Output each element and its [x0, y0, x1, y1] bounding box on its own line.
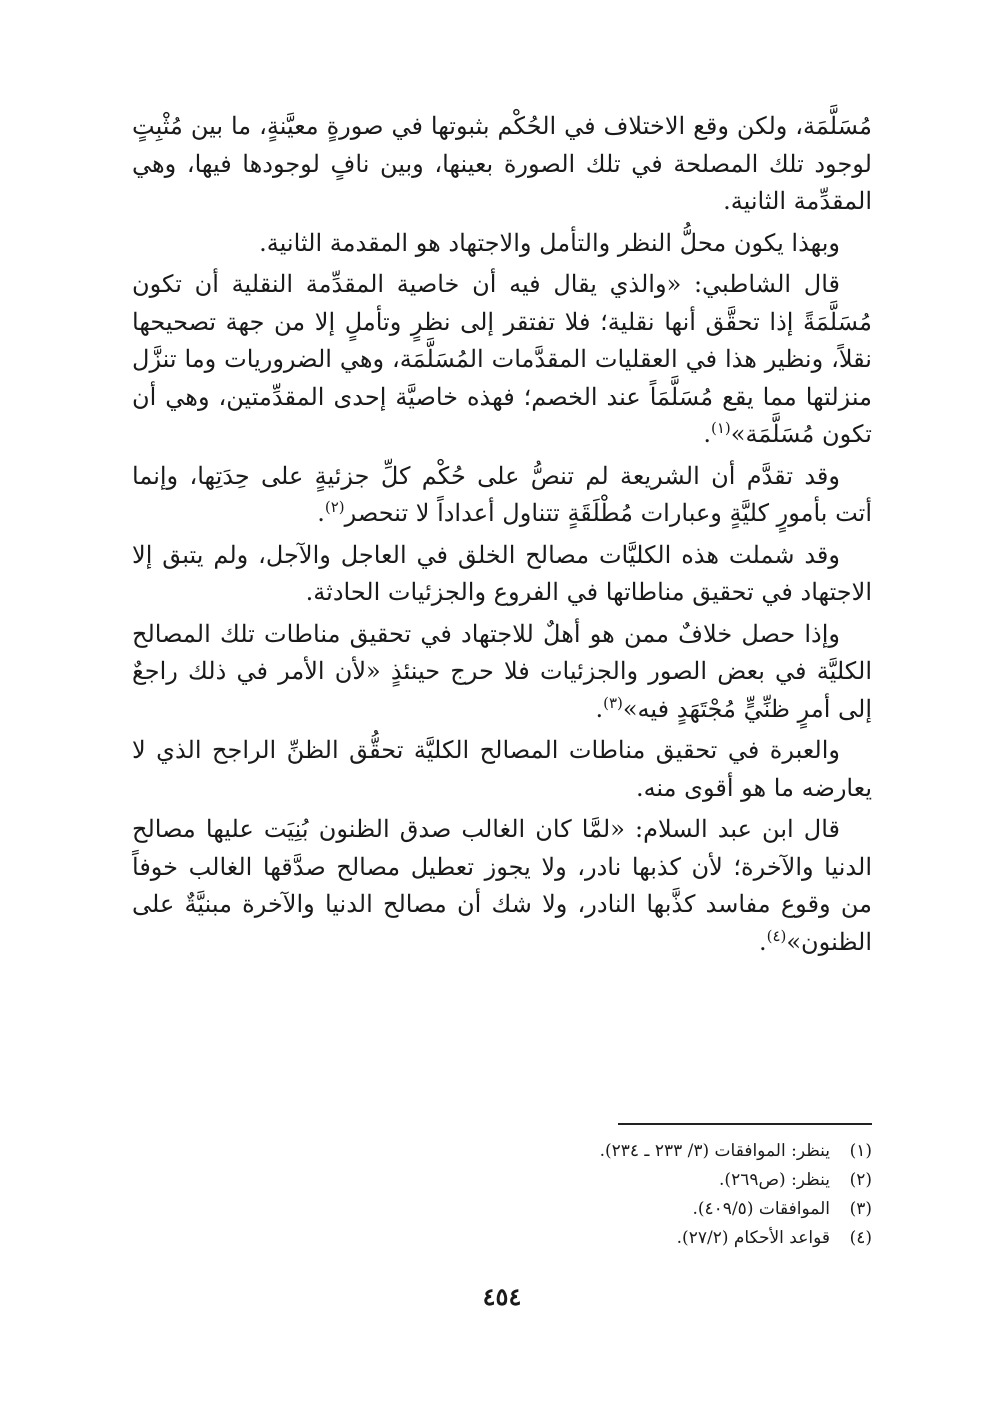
footnote-number: (٢)	[849, 1170, 872, 1190]
page-number: ٤٥٤	[482, 1282, 522, 1311]
paragraph-3: قال الشاطبي: «والذي يقال فيه أن خاصية المقدِّمة النقلية أن تكون مُسَلَّمَةً إذا تحقَّق أنها نقلية؛ فلا تفتقر إلى نظرٍ وتأملٍ إلا من جهة تصحيحها نقلاً، ونظير هذا في العقليات المقدَّمات المُسَلَّمَة، وهي الضروريات وما تنزَّل منزلتها مما يقع مُسَلَّمَاً عند الخصم؛ فهذه خاصيَّة إحدى المقدِّمتين، وهي أن تكون مُسَلَّمَة»$^{(١)}$.	[132, 270, 872, 448]
paragraph-5: وقد شملت هذه الكليَّات مصالح الخلق في العاجل والآجل، ولم يتبق إلا الاجتهاد في تحقيق مناطاتها في الفروع والجزئيات الحادثة.	[132, 540, 872, 606]
footnote-ref-1[interactable]: (١)	[710, 419, 731, 437]
footnote-ref-3[interactable]: (٣)	[603, 693, 623, 712]
footnote-text: قواعد الأحكام (٢٧/٢).	[676, 1228, 830, 1248]
footnote-divider	[618, 1123, 872, 1125]
footnote-number: (٣)	[849, 1199, 872, 1219]
footnote-number: (١)	[849, 1141, 872, 1161]
footnote-text: الموافقات (٤٠٩/٥).	[692, 1199, 830, 1219]
footnote-2	[132, 1166, 872, 1195]
main-text	[132, 108, 872, 965]
paragraph-6: وإذا حصل خلافٌ ممن هو أهلٌ للاجتهاد في تحقيق مناطات تلك المصالح الكليَّة في بعض الصور والجزئيات فلا حرج حينئذٍ «لأن الأمر في ذلك راجعٌ إلى أمرٍ ظنِّيٍّ مُجْتَهَدٍ فيه»$^{(٣)}$.	[132, 619, 872, 723]
footnote-text: ينظر: (ص٢٦٩).	[719, 1170, 830, 1190]
footnotes	[132, 1137, 872, 1253]
footnote-3	[132, 1195, 872, 1224]
footnote-text: ينظر: الموافقات (٣/ ٢٣٣ ـ ٢٣٤).	[599, 1141, 830, 1161]
paragraph-4: وقد تقدَّم أن الشريعة لم تنصُّ على حُكْم كلِّ جزئيةٍ على حِدَتِها، وإنما أتت بأمورٍ كليَّةٍ وعبارات مُطْلَقَةٍ تتناول أعداداً لا تنحصر$^{(٢)}$.	[132, 461, 872, 527]
footnote-1	[132, 1137, 872, 1166]
paragraph-8: قال ابن عبد السلام: «لمَّا كان الغالب صدق الظنون بُنِيَت عليها مصالح الدنيا والآخرة؛ لأن كذبها نادر، ولا يجوز تعطيل مصالح صدَّقها الغالب خوفاً من وقوع مفاسد كذَّبها النادر، ولا شك أن مصالح الدنيا والآخرة مبنيَّةٌ على الظنون»$^{(٤)}$.	[132, 815, 872, 956]
footnote-ref-2[interactable]: (٢)	[324, 498, 345, 516]
paragraph-1: مُسَلَّمَة، ولكن وقع الاختلاف في الحُكْم بثبوتها في صورةٍ معيَّنةٍ، ما بين مُثْبِتٍ لوجود تلك المصلحة في تلك الصورة بعينها، وبين نافٍ لوجودها فيها، وهي المقدِّمة الثانية.	[132, 112, 872, 215]
footnote-ref-4[interactable]: (٤)	[766, 926, 787, 945]
footnote-4	[132, 1224, 872, 1253]
paragraph-2: وبهذا يكون محلُّ النظر والتأمل والاجتهاد هو المقدمة الثانية.	[259, 228, 840, 257]
paragraph-7: والعبرة في تحقيق مناطات المصالح الكليَّة تحقُّق الظنِّ الراجح الذي لا يعارضه ما هو أقوى منه.	[132, 736, 872, 802]
footnote-number: (٤)	[849, 1228, 872, 1248]
